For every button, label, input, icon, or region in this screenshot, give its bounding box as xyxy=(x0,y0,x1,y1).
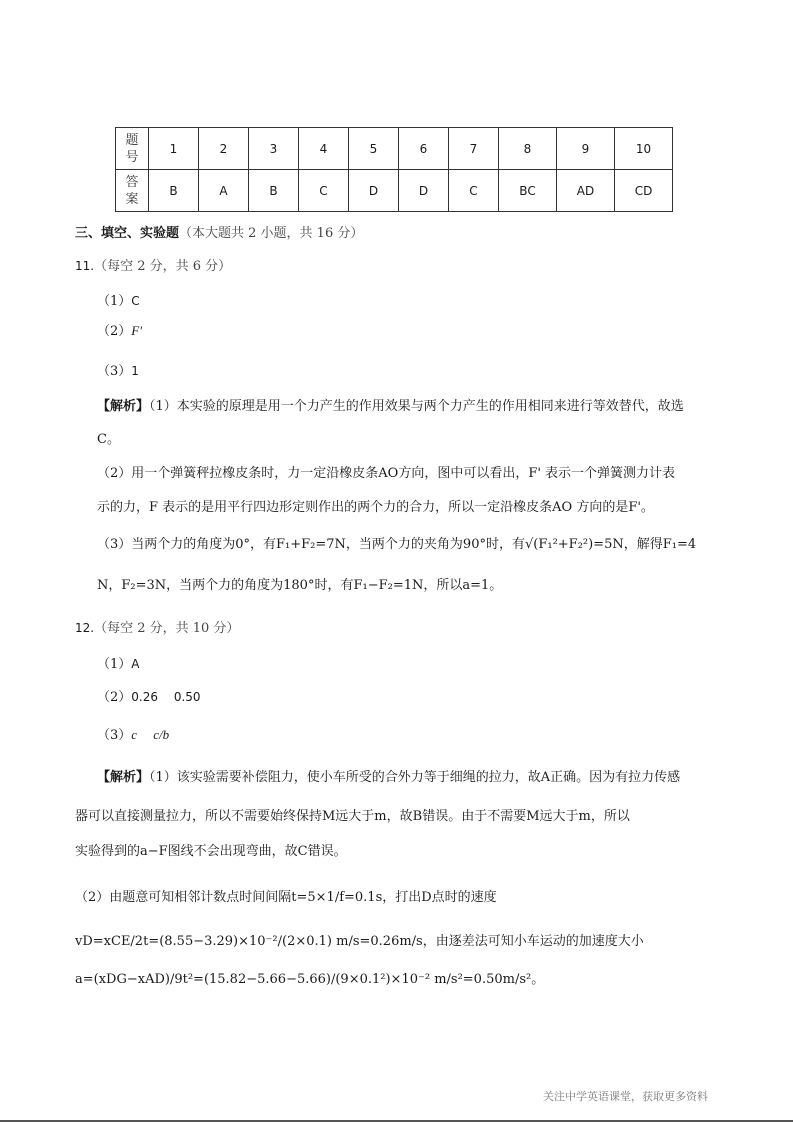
analysis-text: 示的力，F 表示的是用平行四边形定则作出的两个力的合力，所以一定沿橡皮条AO 方向的是F'。 xyxy=(97,500,654,515)
q12-answer-1 xyxy=(97,653,140,672)
answer-cell: D xyxy=(399,170,449,212)
q12-analysis-p2-cont xyxy=(75,930,644,949)
answer-cell: B xyxy=(149,170,199,212)
answer-value: c c/b xyxy=(131,727,170,742)
q11-heading xyxy=(75,255,231,274)
answer-number: （1） xyxy=(97,294,132,309)
answer-cell: A xyxy=(199,170,249,212)
answer-value: C xyxy=(131,294,140,308)
q11-score-note: （每空 2 分，共 6 分） xyxy=(94,259,232,274)
number-cell: 6 xyxy=(399,128,449,170)
header-label-cell xyxy=(116,128,149,170)
section-title: 三、填空、实验题 xyxy=(75,226,180,241)
table-row-numbers xyxy=(116,128,673,170)
answer-number: （2） xyxy=(97,690,132,705)
answer-cell: B xyxy=(249,170,299,212)
analysis-text: （2）由题意可知相邻计数点时间间隔t=5×1/f=0.1s，打出D点时的速度 xyxy=(75,890,497,905)
analysis-text: a=(xDG−xAD)/9t²=(15.82−5.66−5.66)/(9×0.1²)×10⁻² m/s²=0.50m/s²。 xyxy=(75,972,545,987)
answer-cell: C xyxy=(299,170,349,212)
answer-cell: D xyxy=(349,170,399,212)
analysis-tag: 【解析】 xyxy=(97,399,150,414)
analysis-text: 实验得到的a−F图线不会出现弯曲，故C错误。 xyxy=(75,844,347,859)
number-cell: 10 xyxy=(615,128,673,170)
q12-score-note: （每空 2 分，共 10 分） xyxy=(94,621,240,636)
q11-answer-1 xyxy=(97,290,140,309)
answer-label-cell xyxy=(116,170,149,212)
q12-label: 12. xyxy=(75,621,95,635)
answer-value: A xyxy=(131,657,140,671)
analysis-text: N，F₂=3N，当两个力的角度为180°时，有F₁−F₂=1N，所以a=1。 xyxy=(97,578,503,593)
number-cell: 8 xyxy=(499,128,557,170)
answer-table xyxy=(115,127,673,212)
q12-analysis-p1 xyxy=(97,766,680,785)
analysis-text: （2）用一个弹簧秤拉橡皮条时，力一定沿橡皮条AO方向，图中可以看出，F' 表示一个弹簧测力计表 xyxy=(97,466,676,481)
q12-analysis-p2-cont2 xyxy=(75,968,544,987)
answer-cell: AD xyxy=(557,170,615,212)
q11-answer-3 xyxy=(97,360,139,379)
answer-cell: C xyxy=(449,170,499,212)
number-cell: 1 xyxy=(149,128,199,170)
q11-analysis-p3-cont xyxy=(97,574,502,593)
q11-label: 11. xyxy=(75,259,95,273)
answer-value: 0.26 0.50 xyxy=(131,690,201,704)
answer-number: （2） xyxy=(97,324,132,339)
q11-analysis-p2-cont xyxy=(97,496,654,515)
analysis-text: （1）该实验需要补偿阻力，使小车所受的合外力等于细绳的拉力，故A正确。因为有拉力传感 xyxy=(149,770,681,785)
q11-analysis-p1-cont xyxy=(97,428,120,447)
answer-cell: CD xyxy=(615,170,673,212)
number-cell: 2 xyxy=(199,128,249,170)
number-cell: 7 xyxy=(449,128,499,170)
header-label: 题号 xyxy=(125,132,139,165)
section-heading xyxy=(75,222,363,241)
answer-value: F' xyxy=(131,323,143,338)
analysis-text: （3）当两个力的角度为0°，有F₁+F₂=7N，当两个力的夹角为90°时，有√(F₁²+F₂²)=5N，解得F₁=4 xyxy=(97,537,697,552)
analysis-text: vD=xCE/2t=(8.55−3.29)×10⁻²/(2×0.1) m/s=0.26m/s，由逐差法可知小车运动的加速度大小 xyxy=(75,934,644,949)
q12-answer-3 xyxy=(97,724,169,743)
number-cell: 5 xyxy=(349,128,399,170)
answer-cell: BC xyxy=(499,170,557,212)
answer-value: 1 xyxy=(131,364,139,378)
number-cell: 3 xyxy=(249,128,299,170)
q12-analysis-p1-cont2 xyxy=(75,840,347,859)
analysis-text: （1）本实验的原理是用一个力产生的作用效果与两个力产生的作用相同来进行等效替代，故选 xyxy=(149,399,684,414)
q11-analysis-p3 xyxy=(97,533,696,552)
answer-number: （1） xyxy=(97,657,132,672)
answer-number: （3） xyxy=(97,364,132,379)
footer-text: 关注中学英语课堂，获取更多资料 xyxy=(543,1090,708,1103)
analysis-tag: 【解析】 xyxy=(97,770,150,785)
answer-number: （3） xyxy=(97,728,132,743)
answer-label: 答案 xyxy=(125,174,139,207)
q12-answer-2 xyxy=(97,686,201,705)
analysis-text: C。 xyxy=(97,432,120,447)
number-cell: 9 xyxy=(557,128,615,170)
table-row-answers xyxy=(116,170,673,212)
q12-analysis-p1-cont xyxy=(75,805,630,824)
analysis-text: 器可以直接测量拉力，所以不需要始终保持M远大于m，故B错误。由于不需要M远大于m，所以 xyxy=(75,809,630,824)
q12-heading xyxy=(75,617,239,636)
q11-analysis-p2 xyxy=(97,462,675,481)
section-note: （本大题共 2 小题，共 16 分） xyxy=(179,226,364,241)
q11-answer-2 xyxy=(97,320,142,339)
q12-analysis-p2 xyxy=(75,886,497,905)
number-cell: 4 xyxy=(299,128,349,170)
q11-analysis-p1 xyxy=(97,395,684,414)
